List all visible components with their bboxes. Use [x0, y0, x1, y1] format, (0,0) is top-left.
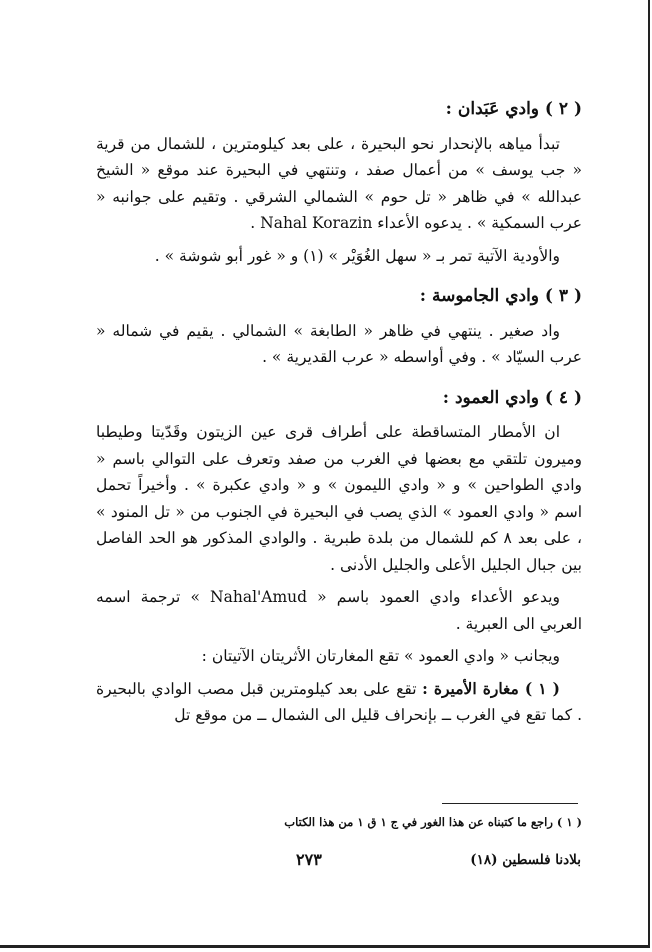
numbered-item-lead: ( ١ ) مغارة الأميرة : — [422, 678, 560, 698]
section-heading: ( ٢ ) وادي عَبَدان : — [445, 99, 582, 119]
section-wadi-amud — [96, 385, 582, 670]
paragraph — [96, 584, 582, 637]
paragraph-text: والأودية الآتية تمر بـ « سهل الغُوَيْر » (١) و « غور أبو شوشة » . — [154, 246, 560, 265]
section-wadi-abadan — [96, 96, 582, 269]
paragraph-text: ويدعو الأعداء وادي العمود باسم « Nahal'Amud » ترجمة اسمه العربي الى العبرية . — [96, 588, 582, 633]
paragraph-text: ويجانب « وادي العمود » تقع المغارتان الأثريتان الآتيتان : — [201, 647, 560, 665]
section-wadi-jamousa — [96, 283, 582, 371]
section-heading: ( ٣ ) وادي الجاموسة : — [419, 286, 582, 306]
paragraph — [96, 131, 582, 237]
section-heading: ( ٤ ) وادي العمود : — [442, 387, 582, 408]
book-title: بلادنا فلسطين (١٨) — [470, 852, 581, 868]
paragraph-text: تبدأ مياهه بالإنحدار نحو البحيرة ، على بعد كيلومترين ، للشمال من قرية « جب يوسف » من أعمال صفد ، وتنتهي في البحيرة عند موقع « الشيخ عبدالله » في ظاهر « تل حوم » الشمالي الشرقي . وتقيم على جوانبه « عرب السمكية » . يدعوه الأعداء Nahal Korazin . — [96, 134, 582, 232]
footnote: ( ١ ) راجع ما كتبناه عن هذا الغور في ج ١ ق ١ من هذا الكتاب — [284, 815, 582, 829]
page-body — [96, 96, 582, 735]
paragraph — [96, 419, 582, 578]
page-number: ٢٧٣ — [296, 850, 322, 869]
paragraph — [96, 243, 582, 270]
numbered-item — [96, 676, 582, 729]
paragraph — [96, 643, 582, 670]
numbered-item-text: تقع على بعد كيلومترين قبل مصب الوادي بالبحيرة . كما تقع في الغرب ــ بإنحراف قليل الى الشمال ــ من موقع تل — [96, 679, 582, 724]
paragraph — [96, 318, 582, 371]
paragraph-text: واد صغير . ينتهي في ظاهر « الطابغة » الشمالي . يقيم في شماله « عرب السيّاد » . وفي أواسطه « عرب القديرية » . — [96, 321, 582, 366]
paragraph-text: ان الأمطار المتساقطة على أطراف قرى عين الزيتون وقَدّيتا وطيطبا وميرون تلتقي مع بعضها في الغرب من صفد وتعرف على التوالي باسم « وادي الطواحين » و « وادي الليمون » و « وادي عكبرة » . وأخيراً تحمل اسم « وادي العمود » الذي يصب في البحيرة في الجنوب من « تل المنود » ، على بعد ٨ كم للشمال من بلدة طبرية . والوادي المذكور هو الحد الفاصل بين جبال الجليل الأعلى والجليل الأدنى . — [96, 423, 582, 574]
footnote-divider — [442, 803, 578, 804]
